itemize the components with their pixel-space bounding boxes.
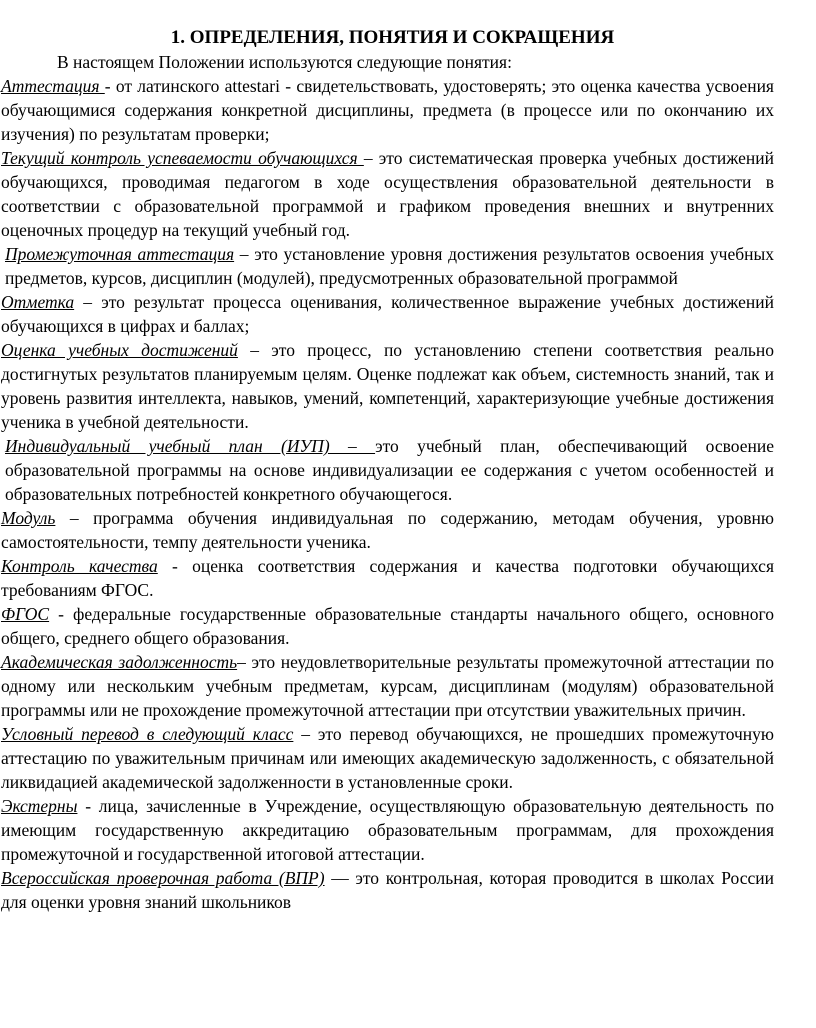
definition-text: - оценка соответствия содержания и качества подготовки обучающихся требованиям ФГОС.	[1, 556, 774, 600]
definition-module	[1, 506, 774, 554]
section-title: 1. ОПРЕДЕЛЕНИЯ, ПОНЯТИЯ И СОКРАЩЕНИЯ	[170, 27, 615, 48]
definition-term: Академическая задолженность	[1, 652, 238, 672]
definition-term: Отметка	[1, 292, 75, 312]
definition-term: Модуль	[1, 508, 56, 528]
definition-quality-control	[1, 554, 774, 602]
definition-current-control	[1, 146, 774, 242]
definition-text: - федеральные государственные образовательные стандарты начального общего, основного общего, среднего общего образования.	[1, 604, 774, 648]
definition-term: Текущий контроль успеваемости обучающихся	[1, 148, 364, 168]
definition-text: - лица, зачисленные в Учреждение, осуществляющую образовательную деятельность по имеющим государственную аккредитацию образовательным программам, для прохождения промежуточной и государственной итоговой аттестации.	[1, 796, 774, 864]
definition-vpr	[1, 866, 774, 914]
definition-term: Условный перевод в следующий класс	[1, 724, 294, 744]
definition-intermediate-attestation	[1, 242, 774, 290]
definition-academic-debt	[1, 650, 774, 722]
definition-term: Экстерны	[1, 796, 78, 816]
definition-term: Промежуточная аттестация	[5, 244, 235, 264]
definition-external-students	[1, 794, 774, 866]
definition-text: – это систематическая проверка учебных достижений обучающихся, проводимая педагогом в ходе осуществления образовательной деятельности в соответствии с образовательной программой и графиком проведения внешних и внутренних оценочных процедур на текущий учебный год.	[1, 148, 775, 240]
definition-text: - от латинского attestari - свидетельствовать, удостоверять; это оценка качества усвоения обучающимися содержания конкретной дисциплины, предмета (в процессе или по окончанию их изучения) по результатам проверки;	[1, 76, 774, 144]
definition-text: – это процесс, по установлению степени соответствия реально достигнутых результатов планируемым целям. Оценке подлежат как объем, системность знаний, так и уровень развития интеллекта, навыков, умений, компетенций, характеризующие учебные достижения ученика в учебной деятельности.	[1, 340, 774, 432]
definition-term: Контроль качества	[1, 556, 158, 576]
definition-text: это учебный план, обеспечивающий освоение образовательной программы на основе индивидуализации ее содержания с учетом особенностей и образовательных потребностей конкретного обучающегося.	[5, 436, 774, 504]
definition-term: Индивидуальный учебный план (ИУП) –	[5, 436, 376, 456]
definition-individual-plan	[1, 434, 774, 506]
intro-paragraph: В настоящем Положении используются следующие понятия:	[57, 52, 512, 72]
definition-term: Всероссийская проверочная работа (ВПР)	[1, 868, 325, 888]
definition-fgos	[1, 602, 774, 650]
definition-mark	[1, 290, 774, 338]
definition-text: – это результат процесса оценивания, количественное выражение учебных достижений обучающихся в цифрах и баллах;	[1, 292, 774, 336]
definition-text: – это установление уровня достижения результатов освоения учебных предметов, курсов, дисциплин (модулей), предусмотренных образовательной программой	[5, 244, 774, 288]
definition-text: — это контрольная, которая проводится в школах России для оценки уровня знаний школьников	[1, 868, 775, 912]
definition-attestation	[1, 74, 774, 146]
definition-term: Оценка учебных достижений	[1, 340, 238, 360]
definition-conditional-transfer	[1, 722, 774, 794]
definition-text: – программа обучения индивидуальная по содержанию, методам обучения, уровню самостоятельности, темпу деятельности ученика.	[1, 508, 774, 552]
definition-term: Аттестация	[1, 76, 105, 96]
definition-assessment	[1, 338, 774, 434]
definition-text: – это перевод обучающихся, не прошедших промежуточную аттестацию по уважительным причинам или имеющих академическую задолженность, с обязательной ликвидацией академической задолженности в установленные сроки.	[1, 724, 775, 792]
definition-text: – это неудовлетворительные результаты промежуточной аттестации по одному или нескольким учебным предметам, курсам, дисциплинам (модулям) образовательной программы или не прохождение промежуточной аттестации при отсутствии уважительных причин.	[1, 652, 774, 720]
definition-term: ФГОС	[1, 604, 50, 624]
